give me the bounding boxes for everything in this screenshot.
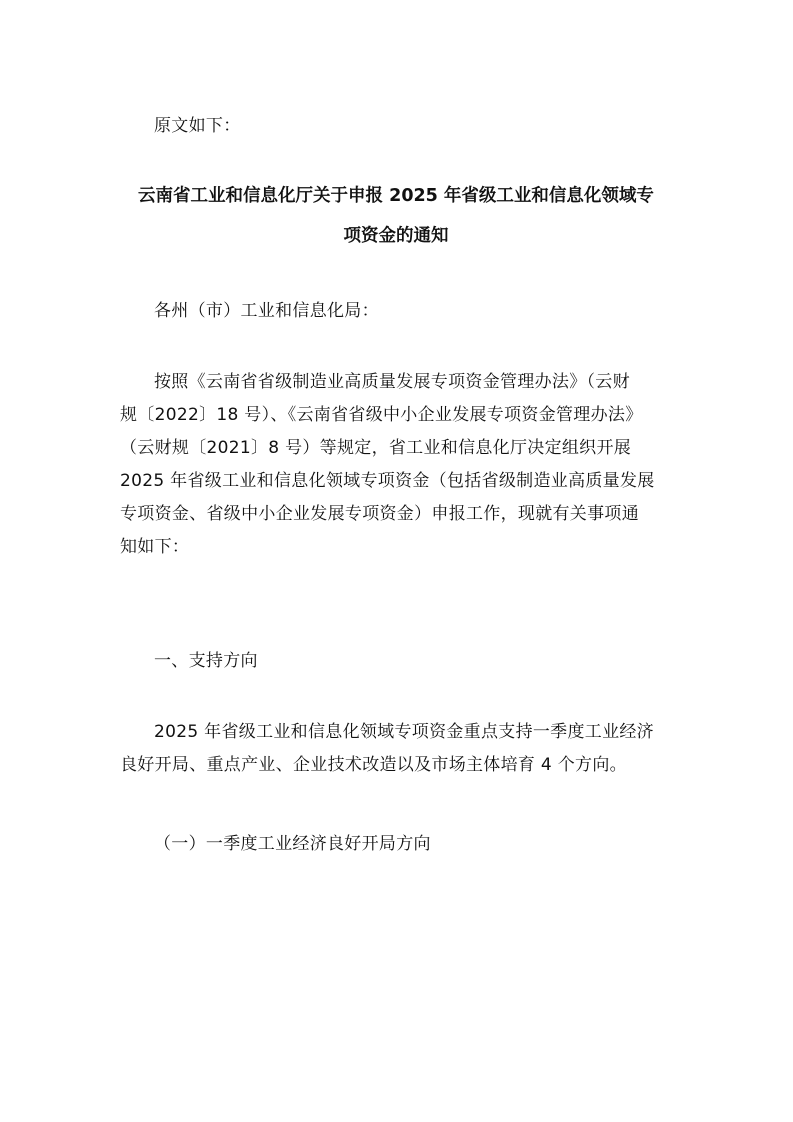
section-1-line-2: 良好开局、重点产业、企业技术改造以及市场主体培育 4 个方向。 <box>120 755 627 775</box>
body-line-2: 规〔2022〕18 号）、《云南省省级中小企业发展专项资金管理办法》 <box>120 405 643 425</box>
document-title <box>120 176 672 256</box>
subsection-heading <box>120 828 672 861</box>
intro-text <box>120 110 672 143</box>
body-line-5: 专项资金、省级中小企业发展专项资金）申报工作，现就有关事项通 <box>120 504 639 524</box>
body-paragraph <box>120 366 672 564</box>
body-line-4: 2025 年省级工业和信息化领域专项资金（包括省级制造业高质量发展 <box>120 471 655 491</box>
section-paragraph <box>120 716 672 782</box>
intro-line: 原文如下： <box>154 116 241 136</box>
title-line-1: 云南省工业和信息化厅关于申报 2025 年省级工业和信息化领域专 <box>138 186 654 206</box>
section-heading <box>120 645 672 678</box>
body-line-6: 知如下： <box>120 537 190 557</box>
body-line-3: （云财规〔2021〕8 号）等规定，省工业和信息化厅决定组织开展 <box>120 438 632 458</box>
section-1-heading: 一、支持方向 <box>154 651 258 671</box>
salutation-text: 各州（市）工业和信息化局： <box>154 301 379 321</box>
section-1-line-1: 2025 年省级工业和信息化领域专项资金重点支持一季度工业经济 <box>154 722 654 742</box>
subsection-1-heading: （一）一季度工业经济良好开局方向 <box>154 834 431 854</box>
salutation <box>120 295 672 328</box>
title-line-2: 项资金的通知 <box>343 226 449 246</box>
body-line-1: 按照《云南省省级制造业高质量发展专项资金管理办法》（云财 <box>154 372 630 392</box>
